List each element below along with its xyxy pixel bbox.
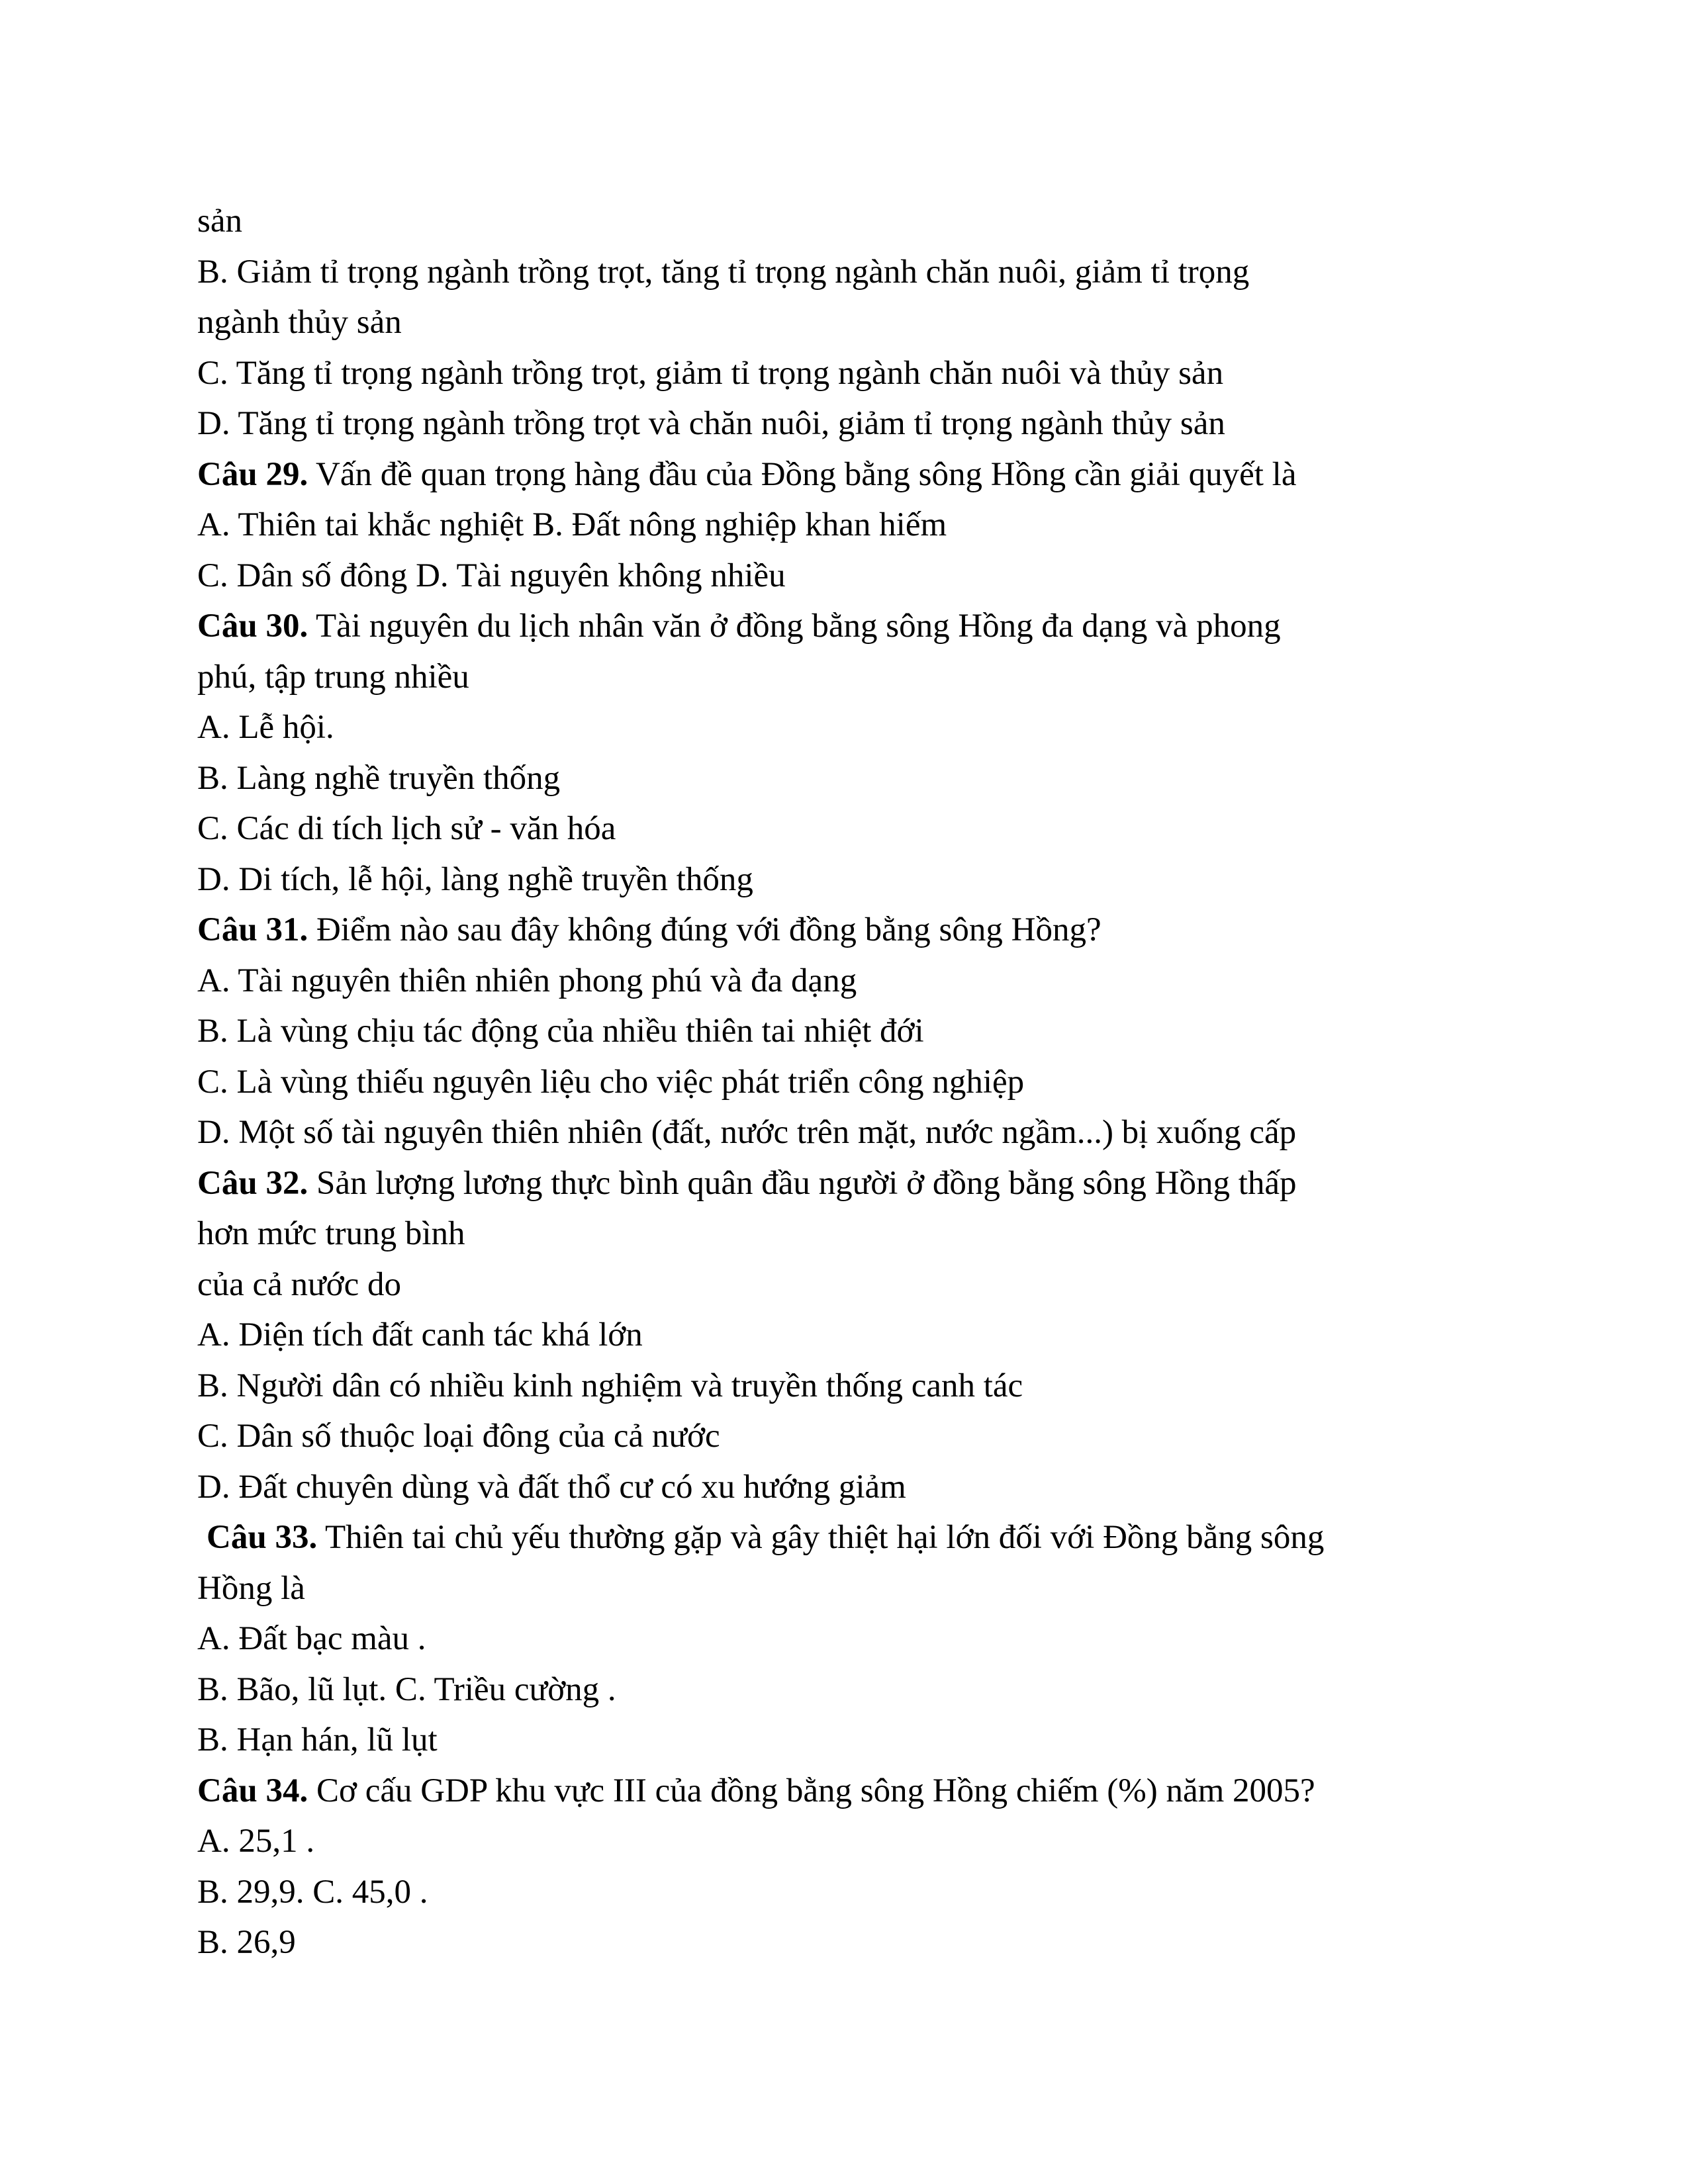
question-label: Câu 29.: [197, 455, 308, 493]
question-label: Câu 31.: [197, 911, 308, 948]
answer-option-d: D. Di tích, lễ hội, làng nghề truyền thống: [197, 860, 753, 898]
question-label: Câu 32.: [197, 1164, 308, 1202]
answer-option-a: A. Diện tích đất canh tác khá lớn: [197, 1316, 643, 1353]
question-33: [197, 1512, 1521, 1563]
question-text: Điểm nào sau đây không đúng với đồng bằng sông Hồng?: [308, 911, 1102, 948]
answer-option-d: D. Đất chuyên dùng và đất thổ cư có xu hướng giảm: [197, 1468, 906, 1506]
question-label: Câu 33.: [207, 1519, 318, 1556]
answer-option-a: A. 25,1 .: [197, 1823, 315, 1860]
answer-option-b: B. Là vùng chịu tác động của nhiều thiên tai nhiệt đới: [197, 1013, 924, 1050]
text-line: sản: [197, 203, 242, 240]
question-text: Thiên tai chủ yếu thường gặp và gây thiệt hại lớn đối với Đồng bằng sông: [317, 1519, 1325, 1556]
text-line: của cả nước do: [197, 1265, 402, 1303]
answer-option-a: A. Thiên tai khắc nghiệt B. Đất nông nghiệp khan hiếm: [197, 506, 947, 543]
answer-option-a: A. Lễ hội.: [197, 709, 334, 746]
question-32: [197, 1158, 1521, 1209]
text-line: ngành thủy sản: [197, 304, 402, 341]
answer-option-c: C. Dân số thuộc loại đông của cả nước: [197, 1418, 720, 1455]
question-label: Câu 30.: [197, 608, 308, 645]
answer-option-a: A. Tài nguyên thiên nhiên phong phú và đa dạng: [197, 962, 857, 999]
answer-option-c: C. Tăng tỉ trọng ngành trồng trọt, giảm tỉ trọng ngành chăn nuôi và thủy sản: [197, 354, 1224, 392]
question-30: [197, 601, 1521, 652]
answer-option-c: C. Các di tích lịch sử - văn hóa: [197, 810, 616, 847]
answer-option-b: B. Người dân có nhiều kinh nghiệm và truyền thống canh tác: [197, 1367, 1023, 1404]
question-31: [197, 905, 1521, 956]
answer-option-c: C. Là vùng thiếu nguyên liệu cho việc phát triển công nghiệp: [197, 1063, 1025, 1101]
question-text: Vấn đề quan trọng hàng đầu của Đồng bằng sông Hồng cần giải quyết là: [308, 455, 1297, 493]
document-page: [197, 196, 1521, 1968]
answer-option-d: D. Một số tài nguyên thiên nhiên (đất, nước trên mặt, nước ngầm...) bị xuống cấp: [197, 1114, 1297, 1151]
answer-option-c: C. Dân số đông D. Tài nguyên không nhiều: [197, 557, 786, 594]
answer-option-b: B. Làng nghề truyền thống: [197, 759, 561, 797]
question-text: Tài nguyên du lịch nhân văn ở đồng bằng sông Hồng đa dạng và phong: [308, 608, 1281, 645]
question-text: Sản lượng lương thực bình quân đầu người ở đồng bằng sông Hồng thấp: [308, 1164, 1297, 1202]
answer-option-b: B. Giảm tỉ trọng ngành trồng trọt, tăng tỉ trọng ngành chăn nuôi, giảm tỉ trọng: [197, 253, 1250, 291]
answer-option-a: A. Đất bạc màu .: [197, 1620, 426, 1657]
answer-option-b: B. 26,9: [197, 1924, 296, 1961]
question-34: [197, 1766, 1521, 1817]
text-line: phú, tập trung nhiều: [197, 658, 469, 696]
answer-option-b: B. Hạn hán, lũ lụt: [197, 1721, 438, 1758]
text-line: hơn mức trung bình: [197, 1215, 465, 1252]
answer-option-b: B. Bão, lũ lụt. C. Triều cường .: [197, 1670, 616, 1708]
text-line: Hồng là: [197, 1569, 305, 1607]
answer-option-d: D. Tăng tỉ trọng ngành trồng trọt và chăn nuôi, giảm tỉ trọng ngành thủy sản: [197, 405, 1225, 442]
question-text: Cơ cấu GDP khu vực III của đồng bằng sông Hồng chiếm (%) năm 2005?: [308, 1772, 1315, 1809]
answer-option-b: B. 29,9. C. 45,0 .: [197, 1873, 428, 1911]
question-label: Câu 34.: [197, 1772, 308, 1809]
question-29: [197, 449, 1521, 500]
